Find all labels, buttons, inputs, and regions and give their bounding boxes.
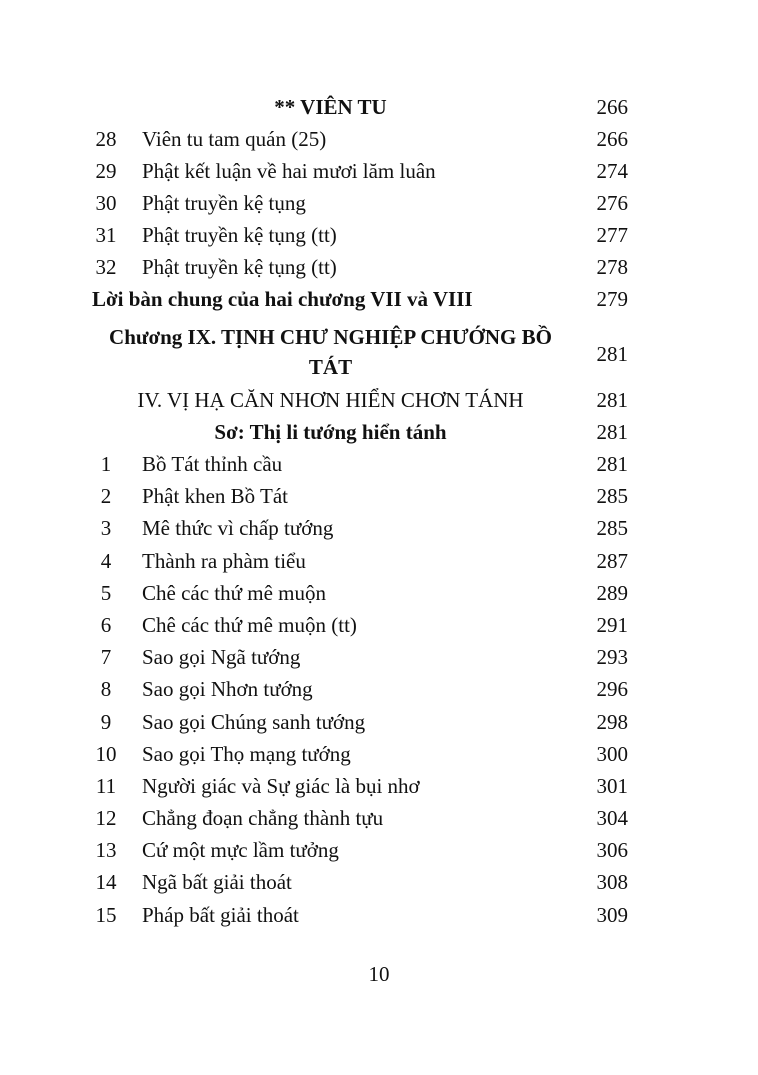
toc-row (88, 416, 633, 448)
toc-page-number: 308 (596, 870, 628, 894)
toc-page-number: 298 (596, 710, 628, 734)
toc-row (88, 673, 633, 705)
toc-page-number: 287 (596, 549, 628, 573)
toc-item-number: 7 (100, 645, 112, 669)
toc-row (88, 866, 633, 898)
toc-page-number: 279 (596, 287, 628, 311)
toc-heading: IV. VỊ HẠ CĂN NHƠN HIỂN CHƠN TÁNH (137, 388, 524, 412)
toc-item-title: Phật truyền kệ tụng (142, 191, 306, 215)
toc-item-title: Phật kết luận về hai mươi lăm luân (142, 159, 436, 183)
toc-item-number: 15 (95, 903, 117, 927)
toc-row (88, 899, 633, 931)
toc-item-number: 31 (95, 223, 117, 247)
toc-page-number: 304 (596, 806, 628, 830)
toc-item-number: 4 (100, 549, 112, 573)
toc-item-title: Chê các thứ mê muộn (tt) (142, 613, 357, 637)
toc-item-title: Chẳng đoạn chẳng thành tựu (142, 806, 384, 830)
toc-item-number: 13 (95, 838, 117, 862)
toc-row (88, 219, 633, 251)
toc-item-title: Phật truyền kệ tụng (tt) (142, 255, 337, 279)
toc-page-number: 291 (596, 613, 628, 637)
toc-item-number: 11 (95, 774, 117, 798)
toc-row (88, 512, 633, 544)
toc-item-title: Sao gọi Chúng sanh tướng (142, 710, 366, 734)
toc-section-title: Lời bàn chung của hai chương VII và VIII (92, 287, 473, 311)
toc-page-number: 281 (596, 420, 628, 444)
toc-item-number: 28 (95, 127, 117, 151)
toc-page-number: 281 (596, 452, 628, 476)
toc-page-number: 306 (596, 838, 628, 862)
page-number: 10 (368, 962, 390, 986)
toc-page-number: 301 (596, 774, 628, 798)
toc-row (88, 577, 633, 609)
toc-row (88, 480, 633, 512)
toc-item-number: 10 (95, 742, 117, 766)
toc-item-title: Thành ra phàm tiểu (142, 549, 306, 573)
toc-item-number: 30 (95, 191, 117, 215)
toc-page-number: 266 (596, 95, 628, 119)
toc-row (88, 155, 633, 187)
toc-row (88, 283, 633, 315)
toc-item-title: Sao gọi Ngã tướng (142, 645, 301, 669)
toc-page-number: 296 (596, 677, 628, 701)
toc-row (88, 738, 633, 770)
toc-page-number: 300 (596, 742, 628, 766)
toc-row (88, 123, 633, 155)
toc-item-number: 2 (100, 484, 112, 508)
toc-page-number: 281 (596, 388, 628, 412)
toc-item-title: Viên tu tam quán (25) (142, 127, 327, 151)
toc-page-number: 309 (596, 903, 628, 927)
toc-item-title: Sao gọi Nhơn tướng (142, 677, 313, 701)
toc-page-number: 276 (596, 191, 628, 215)
toc-row (88, 802, 633, 834)
toc-row (88, 706, 633, 738)
toc-item-number: 5 (100, 581, 112, 605)
toc-item-title: Bồ Tát thỉnh cầu (142, 452, 283, 476)
toc-row (88, 834, 633, 866)
toc-item-number: 3 (100, 516, 112, 540)
toc-item-number: 1 (100, 452, 112, 476)
toc-row (88, 187, 633, 219)
toc-item-number: 8 (100, 677, 112, 701)
toc-row (88, 770, 633, 802)
toc-page-number: 274 (596, 159, 628, 183)
toc-item-title: Ngã bất giải thoát (142, 870, 292, 894)
toc-item-number: 29 (95, 159, 117, 183)
toc-item-title: Người giác và Sự giác là bụi nhơ (142, 774, 420, 798)
toc-page-number: 277 (596, 223, 628, 247)
toc-item-number: 14 (95, 870, 117, 894)
toc-row (88, 322, 633, 386)
toc-page-number: 285 (596, 484, 628, 508)
toc-item-title: Phật khen Bồ Tát (142, 484, 289, 508)
toc-item-title: Cứ một mực lầm tưởng (142, 838, 339, 862)
toc-page-number: 289 (596, 581, 628, 605)
toc-row (88, 448, 633, 480)
toc-page-number: 285 (596, 516, 628, 540)
toc-row (88, 91, 633, 123)
toc-item-title: Phật truyền kệ tụng (tt) (142, 223, 337, 247)
toc-item-title: Chê các thứ mê muộn (142, 581, 326, 605)
toc-item-number: 12 (95, 806, 117, 830)
toc-item-title: Pháp bất giải thoát (142, 903, 299, 927)
toc-item-number: 32 (95, 255, 117, 279)
toc-row (88, 641, 633, 673)
toc-item-title: Mê thức vì chấp tướng (142, 516, 334, 540)
toc-row (88, 251, 633, 283)
toc-item-number: 9 (100, 710, 112, 734)
toc-page-number: 278 (596, 255, 628, 279)
toc-row (88, 609, 633, 641)
toc-heading: Chương IX. TỊNH CHƯ NGHIỆP CHƯỚNG BỒ TÁT (109, 325, 552, 379)
toc-item-title: Sao gọi Thọ mạng tướng (142, 742, 351, 766)
toc-heading: Sơ: Thị li tướng hiển tánh (214, 420, 447, 444)
toc-row (88, 384, 633, 416)
toc-heading: ** VIÊN TU (274, 95, 387, 119)
toc-page-number: 281 (596, 342, 628, 366)
toc-row (88, 545, 633, 577)
toc-item-number: 6 (100, 613, 112, 637)
toc-page-number: 266 (596, 127, 628, 151)
toc-page-number: 293 (596, 645, 628, 669)
